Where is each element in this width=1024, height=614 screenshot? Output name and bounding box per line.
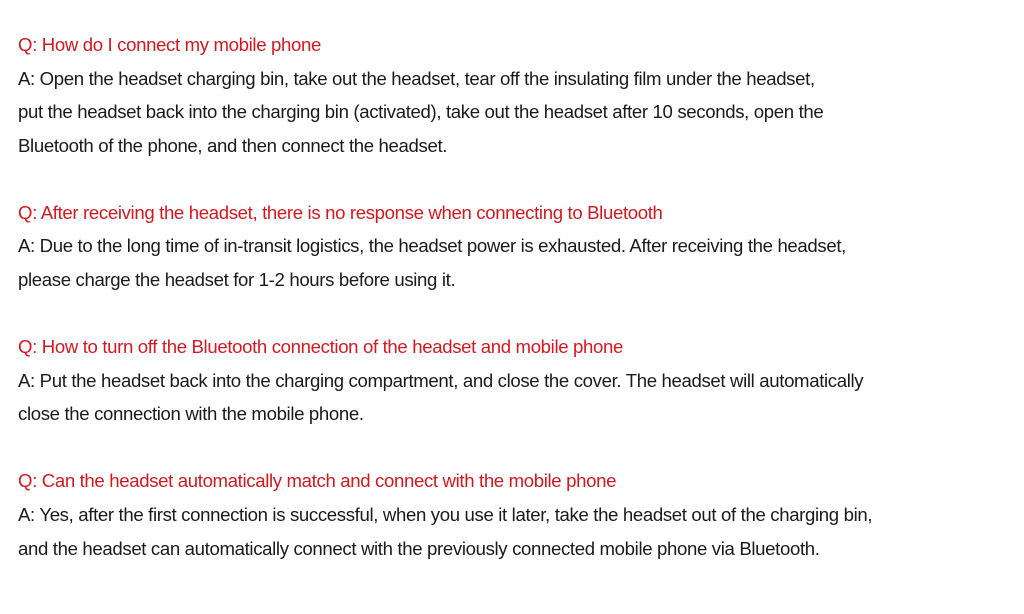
faq-item-no-response	[18, 196, 1008, 297]
faq-answer-line: put the headset back into the charging bin (activated), take out the headset after 10 seconds, open the	[18, 101, 824, 123]
faq-item-connect-phone	[18, 28, 1008, 162]
faq-answer	[18, 62, 1008, 163]
faq-question: Q: How to turn off the Bluetooth connection of the headset and mobile phone	[18, 336, 623, 358]
faq-answer-line: and the headset can automatically connect with the previously connected mobile phone via Bluetooth.	[18, 537, 820, 559]
faq-answer	[18, 364, 1008, 431]
faq-answer-line: A: Open the headset charging bin, take out the headset, tear off the insulating film under the headset,	[18, 67, 815, 89]
faq-item-turn-off-bluetooth	[18, 330, 1008, 431]
faq-question: Q: Can the headset automatically match and connect with the mobile phone	[18, 470, 617, 492]
faq-question: Q: After receiving the headset, there is no response when connecting to Bluetooth	[18, 201, 663, 223]
faq-answer-line: close the connection with the mobile phone.	[18, 403, 364, 425]
faq-answer-line: Bluetooth of the phone, and then connect the headset.	[18, 134, 448, 156]
faq-question: Q: How do I connect my mobile phone	[18, 34, 321, 55]
faq-answer-line: A: Put the headset back into the charging compartment, and close the cover. The headset will automatically	[18, 369, 864, 391]
faq-answer	[18, 229, 1008, 296]
faq-item-auto-connect	[18, 464, 1008, 565]
faq-answer-line: A: Due to the long time of in-transit logistics, the headset power is exhausted. After receiving the headset,	[18, 235, 846, 257]
faq-list	[18, 28, 1008, 565]
faq-answer-line: please charge the headset for 1-2 hours before using it.	[18, 269, 456, 291]
faq-answer-line: A: Yes, after the first connection is successful, when you use it later, take the headset out of the charging bin,	[18, 504, 873, 526]
faq-answer	[18, 498, 1008, 565]
